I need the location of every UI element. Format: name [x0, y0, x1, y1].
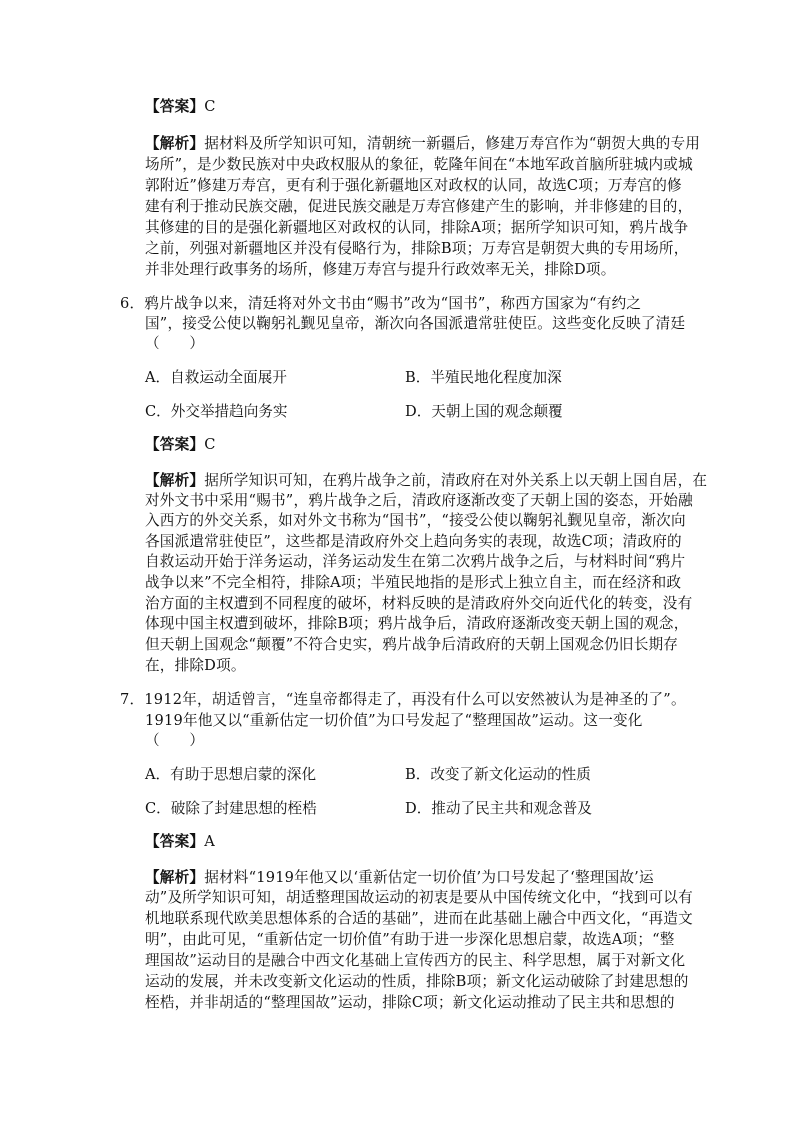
question-stem: 1912年，胡适曾言，“连皇帝都得走了，再没有什么可以安然被认为是神圣的了”。 [144, 691, 686, 708]
analysis-text: 据所学知识可知，在鸦片战争之前，清政府在对外关系上以天朝上国自居，在 [204, 472, 708, 489]
answer-value: A [204, 833, 215, 850]
q6-answer-row [145, 435, 216, 455]
q7-analysis-line-4: 理国故”运动目的是融合中西文化基础上宣传西方的民主、科学思想，属于对新文化 [145, 952, 686, 969]
analysis-label: 【解析】 [145, 869, 205, 886]
q6-analysis-line-2: 入西方的外交关系，如对外文书称为“国书”，“接受公使以鞠躬礼觐见皇帝，渐次向 [145, 512, 686, 529]
prev-analysis-line-0 [145, 134, 700, 154]
prev-analysis-line-3: 建有利于推动民族交融，促进民族交融是万寿宫修建产生的影响，并非修建的目的， [145, 198, 693, 215]
q6-option-b[interactable]: B．半殖民地化程度加深 [405, 369, 562, 386]
prev-analysis-line-6: 并非处理行政事务的场所，修建万寿宫与提升行政效率无关，排除D项。 [145, 261, 616, 278]
analysis-label: 【解析】 [145, 472, 205, 489]
q6-analysis-line-7: 体现中国主权遭到破坏，排除B项；鸦片战争后，清政府逐渐改变天朝上国的观念， [145, 615, 689, 632]
prev-analysis-line-2: 郭附近”修建万寿宫，更有利于强化新疆地区对政权的认同，故选C项；万寿宫的修 [145, 177, 682, 194]
q6-option-d[interactable]: D．天朝上国的观念颠覆 [405, 403, 563, 420]
q6-analysis-line-5: 战争以来”不完全相符，排除A项；半殖民地指的是形式上独立自主，而在经济和政 [145, 574, 682, 591]
q6-analysis-line-0 [145, 471, 707, 491]
q6-analysis-line-1: 对外文书中采用“赐书”，鸦片战争之后，清政府逐渐改变了天朝上国的姿态，开始融 [145, 492, 693, 509]
q6-stem-line-1: 国”，接受公使以鞠躬礼觐见皇帝，渐次向各国派遣常驻使臣。这些变化反映了清廷 [145, 315, 686, 332]
question-number: 6． [120, 295, 145, 312]
q7-analysis-line-6: 桎梏，并非胡适的“整理国故”运动，排除C项；新文化运动推动了民主共和思想的 [145, 994, 675, 1011]
q6-analysis-line-6: 治方面的主权遭到不同程度的破坏，材料反映的是清政府外交向近代化的转变，没有 [145, 595, 693, 612]
q7-answer-row [145, 832, 215, 852]
question-stem: 鸦片战争以来，清廷将对外文书由“赐书”改为“国书”，称西方国家为“有约之 [144, 295, 642, 312]
q6-analysis-line-4: 自救运动开始于洋务运动，洋务运动发生在第二次鸦片战争之后，与材料时间“鸦片 [145, 553, 686, 570]
prev-analysis-line-1: 场所”，是少数民族对中央政权服从的象征，乾隆年间在“本地军政首脑所驻城内或城 [145, 156, 693, 173]
q6-option-a[interactable]: A．自救运动全面展开 [145, 369, 287, 386]
prev-analysis-line-5: 之前，列强对新疆地区并没有侵略行为，排除B项；万寿宫是朝贺大典的专用场所， [145, 240, 689, 257]
q7-analysis-line-1: 动”及所学知识可知，胡适整理国故运动的初衷是要从中国传统文化中，“找到可以有 [145, 889, 693, 906]
answer-label: 【答案】 [145, 833, 205, 850]
q7-stem-line-1: 1919年他又以“重新估定一切价值”为口号发起了“整理国故”运动。这一变化 [145, 712, 643, 729]
q7-option-d[interactable]: D．推动了民主共和观念普及 [405, 800, 592, 817]
q6-analysis-line-8: 但天朝上国观念“颠覆”不符合史实，鸦片战争后清政府的天朝上国观念仍旧长期存 [145, 636, 679, 653]
q7-option-b[interactable]: B．改变了新文化运动的性质 [405, 766, 591, 783]
q6-analysis-line-9: 在，排除D项。 [145, 657, 246, 674]
answer-value: C [204, 436, 216, 453]
q7-analysis-line-0 [145, 868, 654, 888]
q7-analysis-line-5: 运动的发展，并未改变新文化运动的性质，排除B项；新文化运动破除了封建思想的 [145, 973, 689, 990]
answer-label: 【答案】 [145, 98, 205, 115]
q7-option-a[interactable]: A．有助于思想启蒙的深化 [145, 766, 317, 783]
q7-stem-line-2: （ ） [145, 732, 205, 749]
answer-value: C [204, 98, 216, 115]
q7-analysis-line-3: 明”，由此可见，“重新估定一切价值”有助于进一步深化思想启蒙，故选A项；“整 [145, 931, 675, 948]
q6-option-c[interactable]: C．外交举措趋向务实 [145, 403, 288, 420]
prev-analysis-line-4: 其修建的目的是强化新疆地区对政权的认同，排除A项；据所学知识可知，鸦片战争 [145, 219, 689, 236]
q6-analysis-line-3: 各国派遣常驻使臣”，这些都是清政府外交上趋向务实的表现，故选C项；清政府的 [145, 533, 682, 550]
analysis-text: 据材料及所学知识可知，清朝统一新疆后，修建万寿宫作为“朝贺大典的专用 [204, 135, 701, 152]
q6-stem-line-0 [120, 294, 641, 314]
answer-label: 【答案】 [145, 436, 205, 453]
q7-stem-line-0 [120, 690, 686, 710]
q6-stem-line-2: （ ） [145, 335, 205, 352]
question-number: 7． [120, 691, 145, 708]
q7-analysis-line-2: 机地联系现代欧美思想体系的合适的基础”，进而在此基础上融合中西文化，“再造文 [145, 910, 693, 927]
prev-answer-row [145, 97, 216, 117]
analysis-label: 【解析】 [145, 135, 205, 152]
analysis-text: 据材料“1919年他又以‘重新估定一切价值’为口号发起了‘整理国故’运 [204, 869, 654, 886]
q7-option-c[interactable]: C．破除了封建思想的桎梏 [145, 800, 317, 817]
